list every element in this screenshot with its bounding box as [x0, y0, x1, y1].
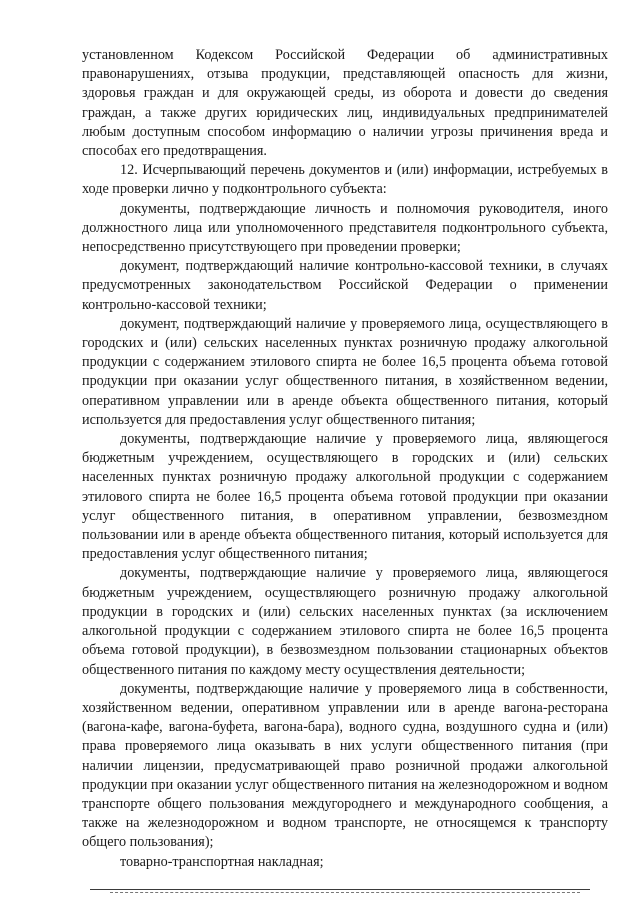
paragraph-budget-institution-retail: документы, подтверждающие наличие у проверяемого лица, являющегося бюджетным учреждением, осуществляющего розничную продажу алкогольной продукции в городских и (или) сельских населенных пунктах (за исключением алкогольной продукции с содержанием этилового спирта не более 16,5 процента объема готовой продукции), в безвозмездном пользовании стационарных объектов общественного питания по каждому месту осуществления деятельности;: [82, 565, 608, 678]
footer-scan-dashes: [110, 892, 580, 893]
document-body: [82, 46, 608, 872]
paragraph-cash-register: документ, подтверждающий наличие контрольно-кассовой техники, в случаях предусмотренных законодательством Российской Федерации о применении контрольно-кассовой техники;: [82, 258, 608, 313]
footer-scan-line: [90, 889, 590, 890]
paragraph-item-12: 12. Исчерпывающий перечень документов и (или) информации, истребуемых в ходе проверки лично у подконтрольного субъекта:: [82, 162, 608, 198]
paragraph-catering-facility: документ, подтверждающий наличие у проверяемого лица, осуществляющего в городских и (или) сельских населенных пунктах розничную продажу алкогольной продукции с содержанием этилового спирта не более 16,5 процента объема готовой продукции при оказании услуг общественного питания, в хозяйственном ведении, оперативном управлении или в аренде объекта общественного питания, который используется для предоставления услуг общественного питания;: [82, 315, 608, 428]
paragraph-waybill: товарно-транспортная накладная;: [120, 853, 324, 870]
paragraph-budget-institution-catering: документы, подтверждающие наличие у проверяемого лица, являющегося бюджетным учреждением, осуществляющего в городских и (или) сельских населенных пунктах розничную продажу алкогольной продукции с содержанием этилового спирта не более 16,5 процента объема готовой продукции при оказании услуг общественного питания, в оперативном управлении, безвозмездном пользовании или в аренде объекта общественного питания, который используется для предоставления услуг общественного питания;: [82, 431, 608, 563]
paragraph-transport-catering: документы, подтверждающие наличие у проверяемого лица в собственности, хозяйственном ведении, оперативном управлении или в аренде вагона-ресторана (вагона-кафе, вагона-буфета, вагона-бара), водного судна, воздушного судна и (или) права проверяемого лица оказывать в них услуги общественного питания (при наличии лицензии, предусматривающей право розничной продажи алкогольной продукции при оказании услуг общественного питания на железнодорожном и водном транспорте общего пользования междугороднего и международного сообщения, а также на железнодорожном и водном транспорте, не относящемся к транспорту общего пользования);: [82, 680, 608, 851]
paragraph-continuation: установленном Кодексом Российской Федерации об административных правонарушениях, отзыва продукции, представляющей опасность для жизни, здоровья граждан и для окружающей среды, из оборота и довести до сведения граждан, а также других юридических лиц, индивидуальных предпринимателей любым доступным способом информацию о наличии угрозы причинения вреда и способах его предотвращения.: [82, 47, 608, 160]
paragraph-identity-documents: документы, подтверждающие личность и полномочия руководителя, иного должностного лица или уполномоченного представителя подконтрольного субъекта, непосредственно присутствующего при проведении проверки;: [82, 200, 608, 256]
